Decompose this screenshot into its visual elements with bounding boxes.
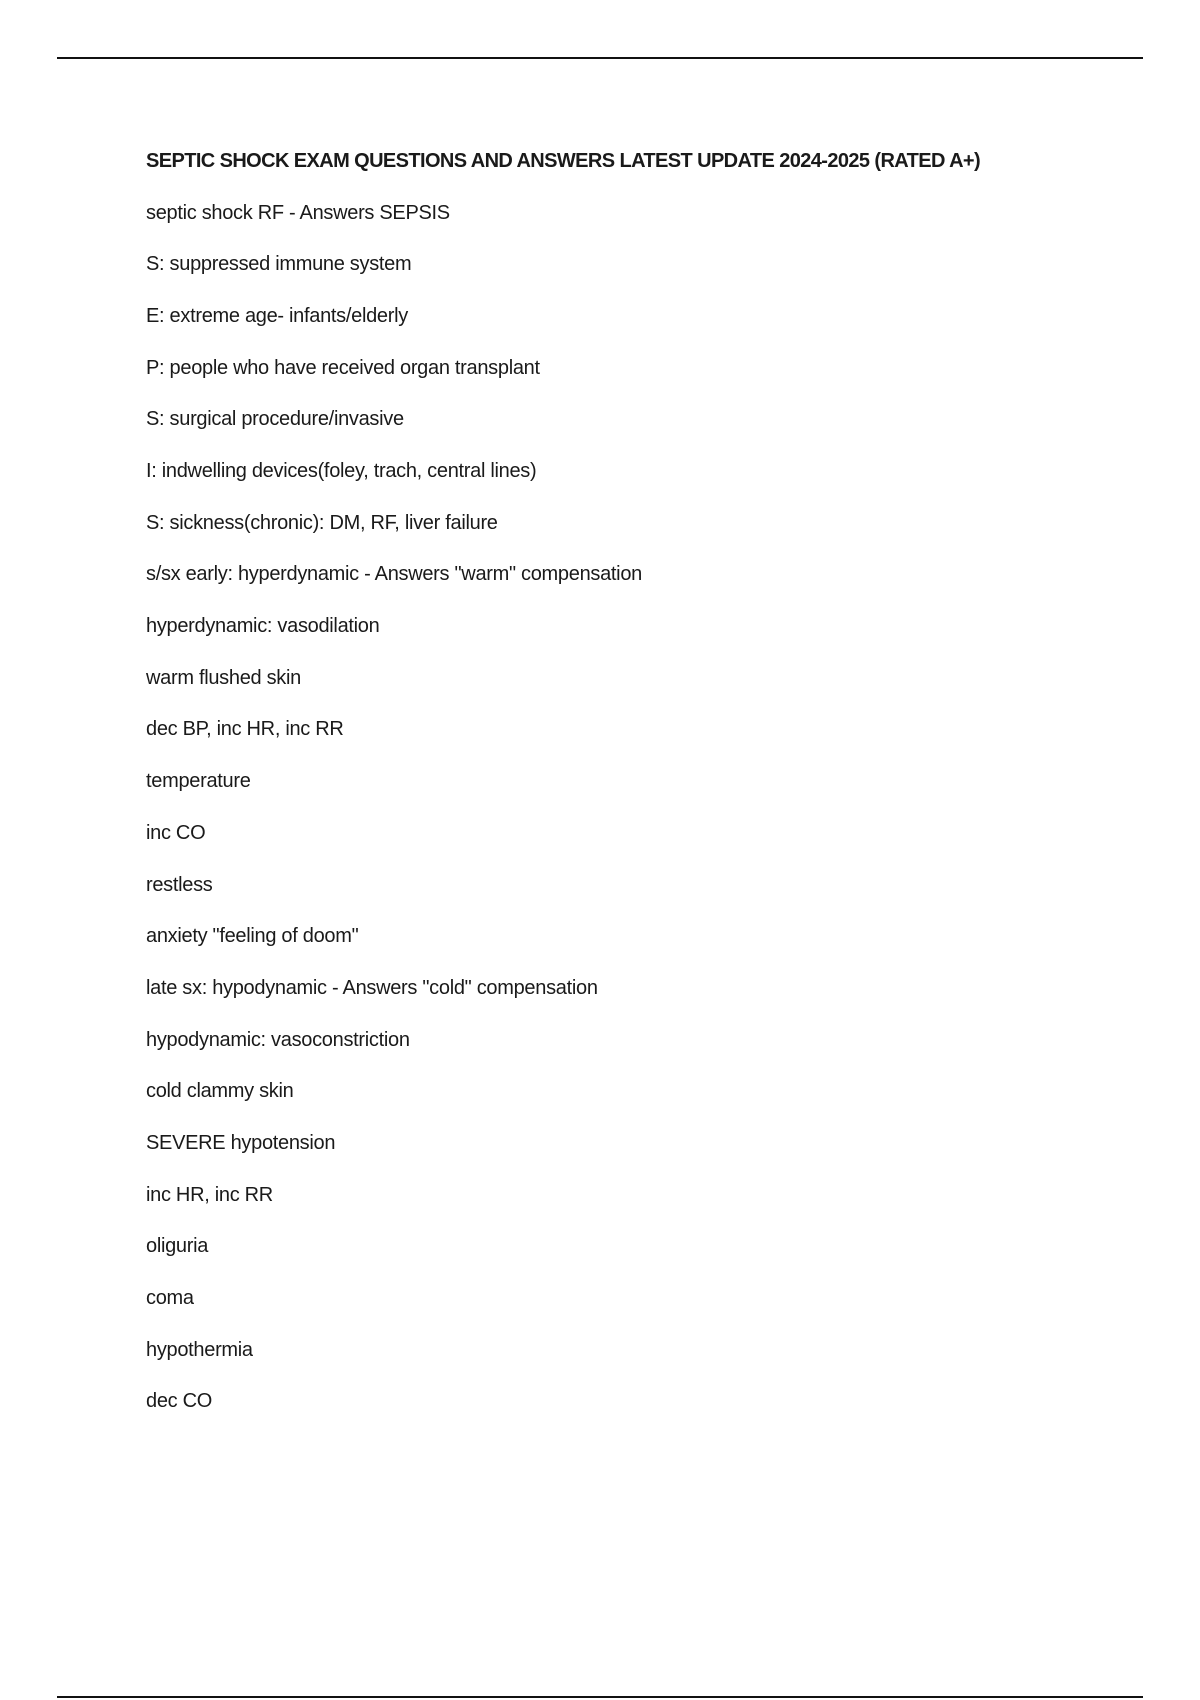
text-line: inc CO (146, 821, 206, 844)
text-line: restless (146, 873, 213, 896)
text-line: oliguria (146, 1235, 209, 1258)
text-line: hypothermia (146, 1338, 253, 1361)
footer-rule (57, 1696, 1143, 1698)
document-body (146, 146, 1146, 1438)
text-line: dec CO (146, 1390, 213, 1413)
text-line: septic shock RF - Answers SEPSIS (146, 201, 450, 224)
text-line: S: suppressed immune system (146, 253, 412, 276)
text-line: late sx: hypodynamic - Answers "cold" compensation (146, 976, 598, 999)
text-line: I: indwelling devices(foley, trach, central lines) (146, 460, 537, 483)
text-line: inc HR, inc RR (146, 1183, 273, 1206)
text-line: E: extreme age- infants/elderly (146, 304, 408, 327)
text-line: temperature (146, 770, 251, 793)
text-line: S: surgical procedure/invasive (146, 408, 404, 431)
text-line: anxiety "feeling of doom" (146, 925, 359, 948)
text-line: P: people who have received organ transplant (146, 356, 540, 379)
text-line: coma (146, 1287, 194, 1310)
text-line: s/sx early: hyperdynamic - Answers "warm" compensation (146, 563, 642, 586)
content-lines (146, 198, 1146, 1417)
document-title: SEPTIC SHOCK EXAM QUESTIONS AND ANSWERS LATEST UPDATE 2024-2025 (RATED A+) (146, 150, 981, 172)
text-line: SEVERE hypotension (146, 1131, 336, 1154)
text-line: warm flushed skin (146, 666, 301, 689)
text-line: hyperdynamic: vasodilation (146, 615, 380, 638)
text-line: hypodynamic: vasoconstriction (146, 1028, 410, 1051)
header-rule (57, 57, 1143, 59)
text-line: dec BP, inc HR, inc RR (146, 718, 344, 741)
text-line: cold clammy skin (146, 1080, 294, 1103)
text-line: S: sickness(chronic): DM, RF, liver failure (146, 511, 498, 534)
